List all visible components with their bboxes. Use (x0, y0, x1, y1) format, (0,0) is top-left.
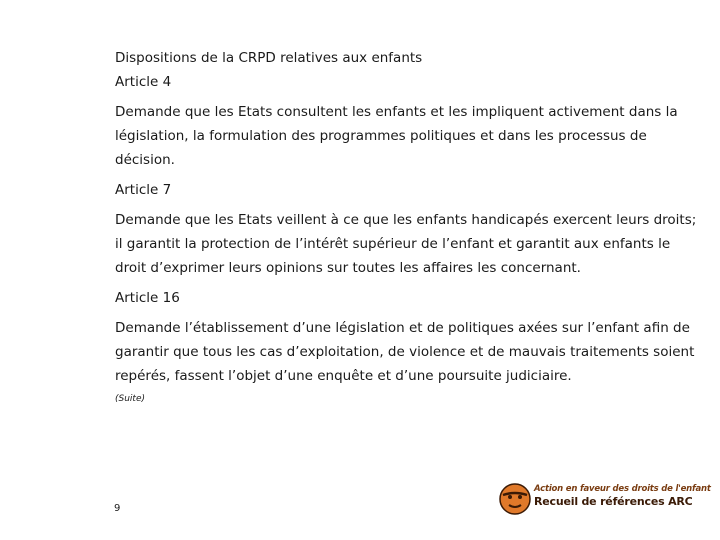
logo-tagline: Action en faveur des droits de l'enfant (534, 484, 711, 494)
arc-logo (498, 480, 711, 520)
continuation-note: (Suite) (115, 394, 146, 404)
logo-title: Recueil de références ARC (534, 495, 693, 508)
arc-face-logo-icon (498, 482, 532, 516)
logo-text (534, 484, 711, 508)
document-body (115, 46, 700, 404)
page-number: 9 (114, 503, 121, 514)
article-4 (115, 70, 700, 172)
article-text: Demande que les Etats veillent à ce que les enfants handicapés exercent leurs droits; il garantit la protection de l’intérêt supérieur de l’enfant et garantit aux enfants le droit d’exprimer leurs opinions sur toutes les affaires les concernant. (115, 212, 697, 276)
article-text: Demande que les Etats consultent les enfants et les impliquent activement dans la législation, la formulation des programmes politiques et dans les processus de décision. (115, 104, 678, 168)
article-text: Demande l’établissement d’une législation et de politiques axées sur l’enfant afin de garantir que tous les cas d’exploitation, de violence et de mauvais traitements soient repérés, fassent l’objet d’une enquête et d’une poursuite judiciaire. (115, 320, 695, 384)
article-7 (115, 178, 700, 280)
article-heading: Article 7 (115, 182, 172, 198)
article-16 (115, 286, 700, 388)
article-heading: Article 4 (115, 74, 172, 90)
article-heading: Article 16 (115, 290, 180, 306)
document-title: Dispositions de la CRPD relatives aux enfants (115, 50, 423, 66)
